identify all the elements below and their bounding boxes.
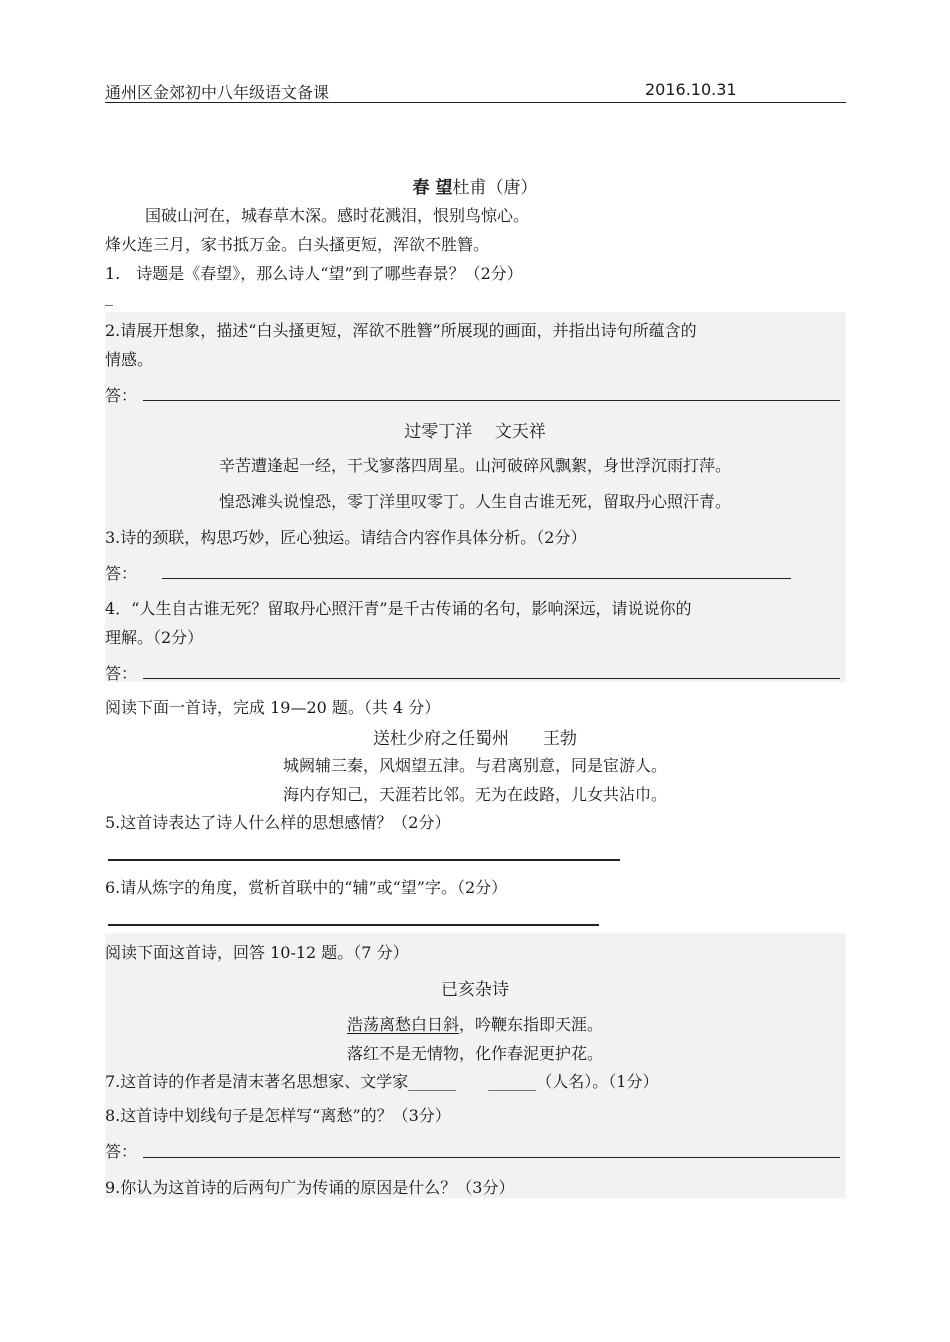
poem1-line1: 国破山河在，城春草木深。感时花溅泪，恨别鸟惊心。 [145, 206, 530, 225]
question-2-line2: 情感。 [105, 350, 154, 369]
question-3: 3.诗的颈联，构思巧妙，匠心独运。请结合内容作具体分析。（2分） [105, 528, 587, 547]
section-3-intro: 阅读下面这首诗，回答 10-12 题。（7 分） [105, 943, 409, 962]
question-4-line2: 理解。（2分） [105, 628, 204, 647]
poem3-title: 送杜少府之任蜀州 王勃 [373, 729, 577, 749]
section-2-intro: 阅读下面一首诗，完成 19—20 题。（共 4 分） [105, 698, 441, 717]
question-6-answer-line[interactable] [108, 924, 599, 926]
question-6: 6.请从炼字的角度，赏析首联中的“辅”或“望”字。（2分） [105, 878, 508, 897]
question-8: 8.这首诗中划线句子是怎样写“离愁”的？（3分） [105, 1106, 451, 1125]
question-8-answer-label: 答： [105, 1142, 138, 1161]
question-5-answer-line[interactable] [108, 859, 620, 861]
question-4-line1: 4．“人生自古谁无死？留取丹心照汗青”是千古传诵的名句，影响深远，请说说你的 [105, 599, 692, 618]
shaded-block-2 [105, 933, 846, 1198]
question-5: 5.这首诗表达了诗人什么样的思想感情？（2分） [105, 813, 451, 832]
question-3-answer-line[interactable] [162, 578, 791, 579]
question-2-answer-line[interactable] [143, 400, 840, 401]
question-8-answer-line[interactable] [143, 1157, 840, 1158]
poem4-line1-rest: ，吟鞭东指即天涯。 [459, 1015, 604, 1034]
question-2-answer-label: 答： [105, 386, 138, 405]
question-4-answer-label: 答： [105, 664, 138, 683]
question-1-mark: _ [105, 287, 113, 306]
poem4-title: 已亥杂诗 [441, 980, 509, 1000]
question-7: 7.这首诗的作者是清末著名思想家、文学家______ ______（人名）。（1分） [105, 1072, 659, 1091]
question-1: 1. 诗题是《春望》，那么诗人“望”到了哪些春景？（2分） [105, 264, 523, 283]
poem4-underlined-phrase: 浩荡离愁白日斜 [346, 1015, 459, 1034]
poem3-line2: 海内存知己，天涯若比邻。无为在歧路，儿女共沾巾。 [282, 785, 667, 804]
question-9: 9.你认为这首诗的后两句广为传诵的原因是什么？（3分） [105, 1178, 515, 1197]
poem2-line1: 辛苦遭逢起一经，干戈寥落四周星。山河破碎风飘絮，身世浮沉雨打萍。 [218, 456, 731, 475]
poem4-line1 [0, 1012, 950, 1035]
poem1-line2: 烽火连三月，家书抵万金。白头搔更短，浑欲不胜簪。 [105, 235, 490, 254]
poem1-title-author: 杜甫（唐） [452, 178, 538, 198]
header-date: 2016.10.31 [645, 80, 737, 99]
question-4-answer-line[interactable] [143, 678, 840, 679]
question-2-line1: 2.请展开想象，描述“白头搔更短，浑欲不胜簪”所展现的画面，并指出诗句所蕴含的 [105, 321, 697, 340]
header-title: 通州区金郊初中八年级语文备课 [105, 83, 330, 102]
header-rule [105, 102, 846, 103]
poem1-title-bold: 春 望 [412, 178, 453, 198]
poem2-title: 过零丁洋 文天祥 [404, 422, 546, 442]
poem2-line2: 惶恐滩头说惶恐，零丁洋里叹零丁。人生自古谁无死，留取丹心照汗青。 [218, 492, 731, 511]
poem3-line1: 城阙辅三秦，风烟望五津。与君离别意，同是宦游人。 [282, 756, 667, 775]
poem4-line2: 落红不是无情物，化作春泥更护花。 [346, 1044, 603, 1063]
question-3-answer-label: 答： [105, 564, 138, 583]
poem1-title [0, 173, 950, 198]
